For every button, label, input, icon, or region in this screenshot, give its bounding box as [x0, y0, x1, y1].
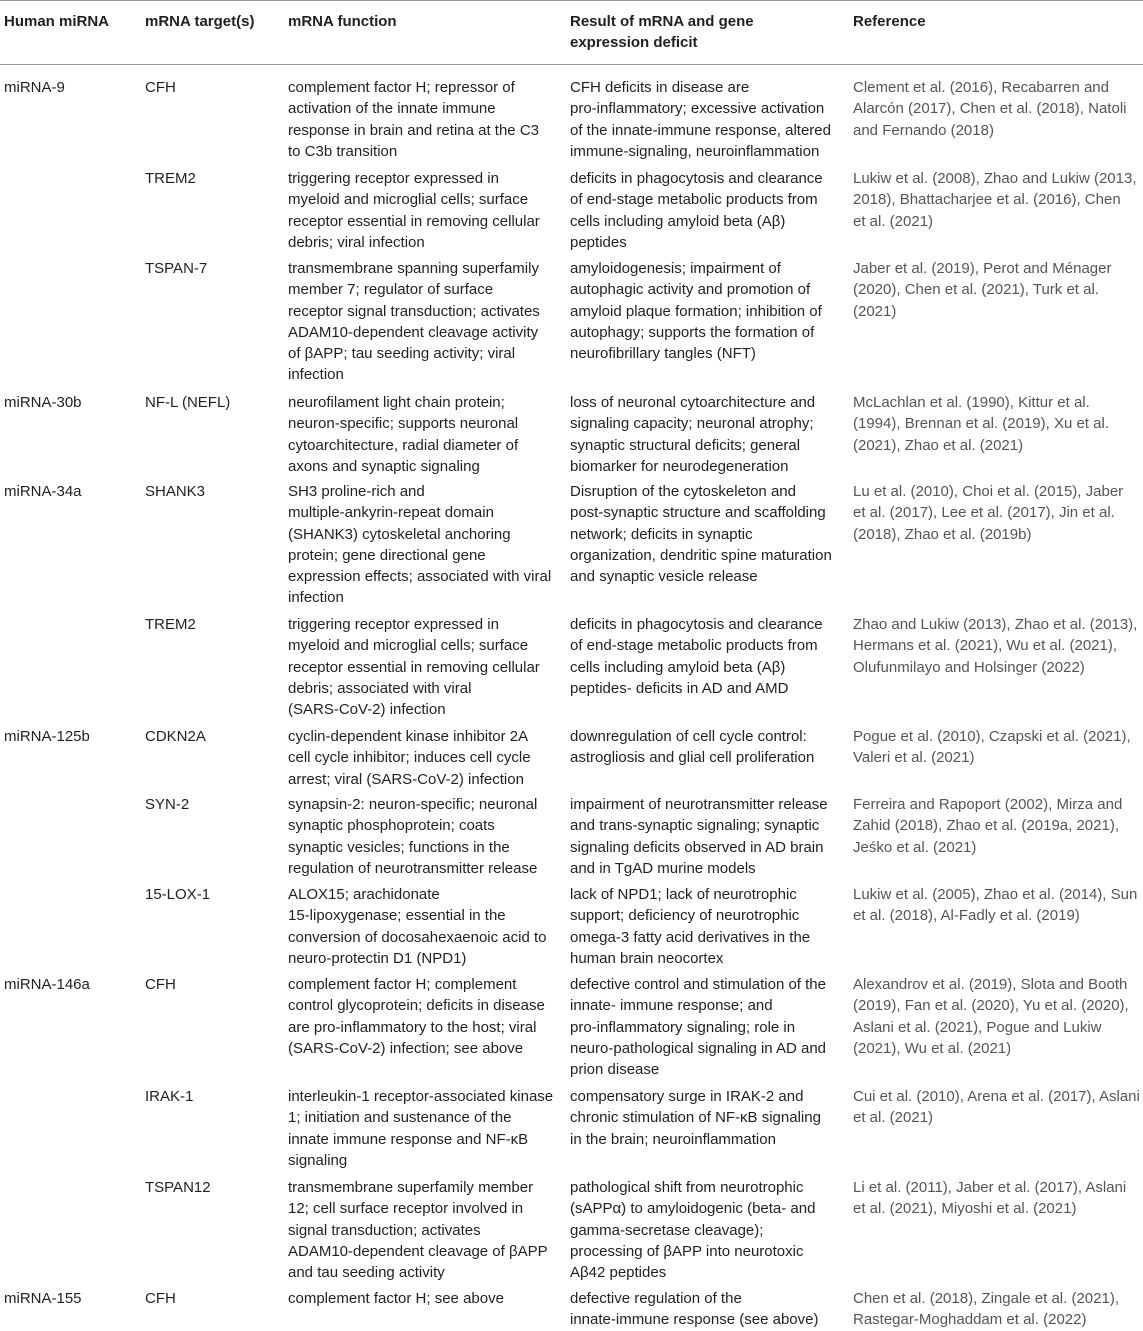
row-result: pathological shift from neurotrophic (sAPPα) to amyloidogenic (beta- and gamma-secretase cleavage); processing of βAPP into neurotoxic Aβ42 peptides [570, 1179, 816, 1282]
row-function: cyclin-dependent kinase inhibitor 2A cell cycle inhibitor; induces cell cycle arrest; viral (SARS-CoV-2) infection [288, 728, 531, 788]
row-reference: Lukiw et al. (2005), Zhao et al. (2014), Sun et al. (2018), Al-Fadly et al. (2019) [853, 886, 1138, 925]
header-mrna-function: mRNA function [288, 13, 397, 30]
row-function: ALOX15; arachidonate 15-lipoxygenase; essential in the conversion of docosahexaenoic acid to neuro-protectin D1 (NPD1) [288, 886, 547, 967]
row-reference: Clement et al. (2016), Recabarren and Alarcón (2017), Chen et al. (2018), Natoli and Fernando (2018) [853, 79, 1127, 139]
row-function: SH3 proline-rich and multiple-ankyrin-repeat domain (SHANK3) cytoskeletal anchoring protein; gene directional gene expression effects; associated with viral infection [288, 483, 552, 607]
row-target: NF-L (NEFL) [145, 394, 231, 411]
row-function: complement factor H; see above [288, 1290, 504, 1307]
row-mirna: miRNA-9 [4, 79, 65, 96]
row-target: 15-LOX-1 [145, 886, 211, 903]
row-result: downregulation of cell cycle control: astrogliosis and glial cell proliferation [570, 728, 815, 767]
row-reference: Zhao and Lukiw (2013), Zhao et al. (2013), Hermans et al. (2021), Wu et al. (2021), Olufunmilayo and Holsinger (2022) [853, 616, 1138, 676]
row-result: defective control and stimulation of the innate- immune response; and pro-inflammatory signaling; role in neuro-pathological signaling in AD and prion disease [570, 976, 827, 1079]
row-reference: Pogue et al. (2010), Czapski et al. (2021), Valeri et al. (2021) [853, 728, 1131, 767]
row-result: amyloidogenesis; impairment of autophagic activity and promotion of amyloid plaque formation; inhibition of autophagy; supports the formation of neurofibrillary tangles (NFT) [570, 260, 822, 363]
row-result: impairment of neurotransmitter release and trans-synaptic signaling; synaptic signaling deficits observed in AD brain and in TgAD murine models [570, 796, 828, 877]
row-result: lack of NPD1; lack of neurotrophic support; deficiency of neurotrophic omega-3 fatty acid derivatives in the human brain neocortex [570, 886, 811, 967]
row-function: triggering receptor expressed in myeloid and microglial cells; surface receptor essential in removing cellular debris; associated with viral (SARS-CoV-2) infection [288, 616, 540, 719]
row-reference: Chen et al. (2018), Zingale et al. (2021), Rastegar-Moghaddam et al. (2022) [853, 1290, 1119, 1329]
row-reference: Jaber et al. (2019), Perot and Ménager (2020), Chen et al. (2021), Turk et al. (2021) [853, 260, 1112, 320]
row-result: defective regulation of the innate-immune response (see above) [570, 1290, 819, 1329]
row-reference: Lu et al. (2010), Choi et al. (2015), Jaber et al. (2017), Lee et al. (2017), Jin et al. (2018), Zhao et al. (2019b) [853, 483, 1124, 543]
header-bottom-rule [0, 64, 1143, 65]
row-result: compensatory surge in IRAK-2 and chronic stimulation of NF-κB signaling in the brain; neuroinflammation [570, 1088, 821, 1148]
row-target: TREM2 [145, 616, 196, 633]
row-target: CFH [145, 1290, 176, 1307]
row-function: triggering receptor expressed in myeloid and microglial cells; surface receptor essential in removing cellular debris; viral infection [288, 170, 540, 251]
row-result: CFH deficits in disease are pro-inflammatory; excessive activation of the innate-immune response, altered immune-signaling, neuroinflammation [570, 79, 831, 160]
row-function: synapsin-2: neuron-specific; neuronal synaptic phosphoprotein; coats synaptic vesicles; functions in the regulation of neurotransmitter release [288, 796, 538, 877]
row-function: interleukin-1 receptor-associated kinase 1; initiation and sustenance of the innate immune response and NF-κB signaling [288, 1088, 554, 1169]
row-reference: Lukiw et al. (2008), Zhao and Lukiw (2013, 2018), Bhattacharjee et al. (2016), Chen et al. (2021) [853, 170, 1137, 230]
row-target: CFH [145, 79, 176, 96]
row-target: IRAK-1 [145, 1088, 194, 1105]
header-human-mirna: Human miRNA [4, 13, 110, 30]
row-mirna: miRNA-30b [4, 394, 82, 411]
row-function: transmembrane superfamily member 12; cell surface receptor involved in signal transduction; activates ADAM10-dependent cleavage of βAPP and tau seeding activity [288, 1179, 548, 1282]
row-mirna: miRNA-125b [4, 728, 90, 745]
row-result: loss of neuronal cytoarchitecture and signaling capacity; neuronal atrophy; synaptic structural deficits; general biomarker for neurodegeneration [570, 394, 816, 475]
row-function: neurofilament light chain protein; neuron-specific; supports neuronal cytoarchitecture, radial diameter of axons and synaptic signaling [288, 394, 519, 475]
row-mirna: miRNA-146a [4, 976, 90, 993]
table-top-rule [0, 0, 1143, 1]
row-result: Disruption of the cytoskeleton and post-synaptic structure and scaffolding network; deficits in synaptic organization, dendritic spine maturation and synaptic vesicle release [570, 483, 832, 586]
row-reference: Cui et al. (2010), Arena et al. (2017), Aslani et al. (2021) [853, 1088, 1140, 1127]
header-reference: Reference [853, 13, 926, 30]
row-target: SHANK3 [145, 483, 206, 500]
row-reference: Alexandrov et al. (2019), Slota and Booth (2019), Fan et al. (2020), Yu et al. (2020), Aslani et al. (2021), Pogue and Lukiw (2021), Wu et al. (2021) [853, 976, 1129, 1057]
row-mirna: miRNA-34a [4, 483, 82, 500]
row-reference: McLachlan et al. (1990), Kittur et al. (1994), Brennan et al. (2019), Xu et al. (2021), Zhao et al. (2021) [853, 394, 1109, 454]
row-reference: Li et al. (2011), Jaber et al. (2017), Aslani et al. (2021), Miyoshi et al. (2021) [853, 1179, 1127, 1218]
row-target: CFH [145, 976, 176, 993]
row-function: complement factor H; complement control glycoprotein; deficits in disease are pro-inflammatory to the host; viral (SARS-CoV-2) infection; see above [288, 976, 545, 1057]
row-target: CDKN2A [145, 728, 206, 745]
row-function: transmembrane spanning superfamily member 7; regulator of surface receptor signal transduction; activates ADAM10-dependent cleavage activity of βAPP; tau seeding activity; viral infection [288, 260, 540, 384]
row-function: complement factor H; repressor of activation of the innate immune response in brain and retina at the C3 to C3b transition [288, 79, 539, 160]
row-result: deficits in phagocytosis and clearance of end-stage metabolic products from cells including amyloid beta (Aβ) peptides [570, 170, 823, 251]
row-result: deficits in phagocytosis and clearance of end-stage metabolic products from cells including amyloid beta (Aβ) peptides- deficits in AD and AMD [570, 616, 823, 697]
row-reference: Ferreira and Rapoport (2002), Mirza and Zahid (2018), Zhao et al. (2019a, 2021), Jeśko et al. (2021) [853, 796, 1123, 856]
row-target: TREM2 [145, 170, 196, 187]
row-target: SYN-2 [145, 796, 190, 813]
row-target: TSPAN12 [145, 1179, 211, 1196]
header-mrna-targets: mRNA target(s) [145, 13, 255, 30]
row-mirna: miRNA-155 [4, 1290, 82, 1307]
row-target: TSPAN-7 [145, 260, 208, 277]
header-result: Result of mRNA and gene expression deficit [570, 13, 754, 52]
